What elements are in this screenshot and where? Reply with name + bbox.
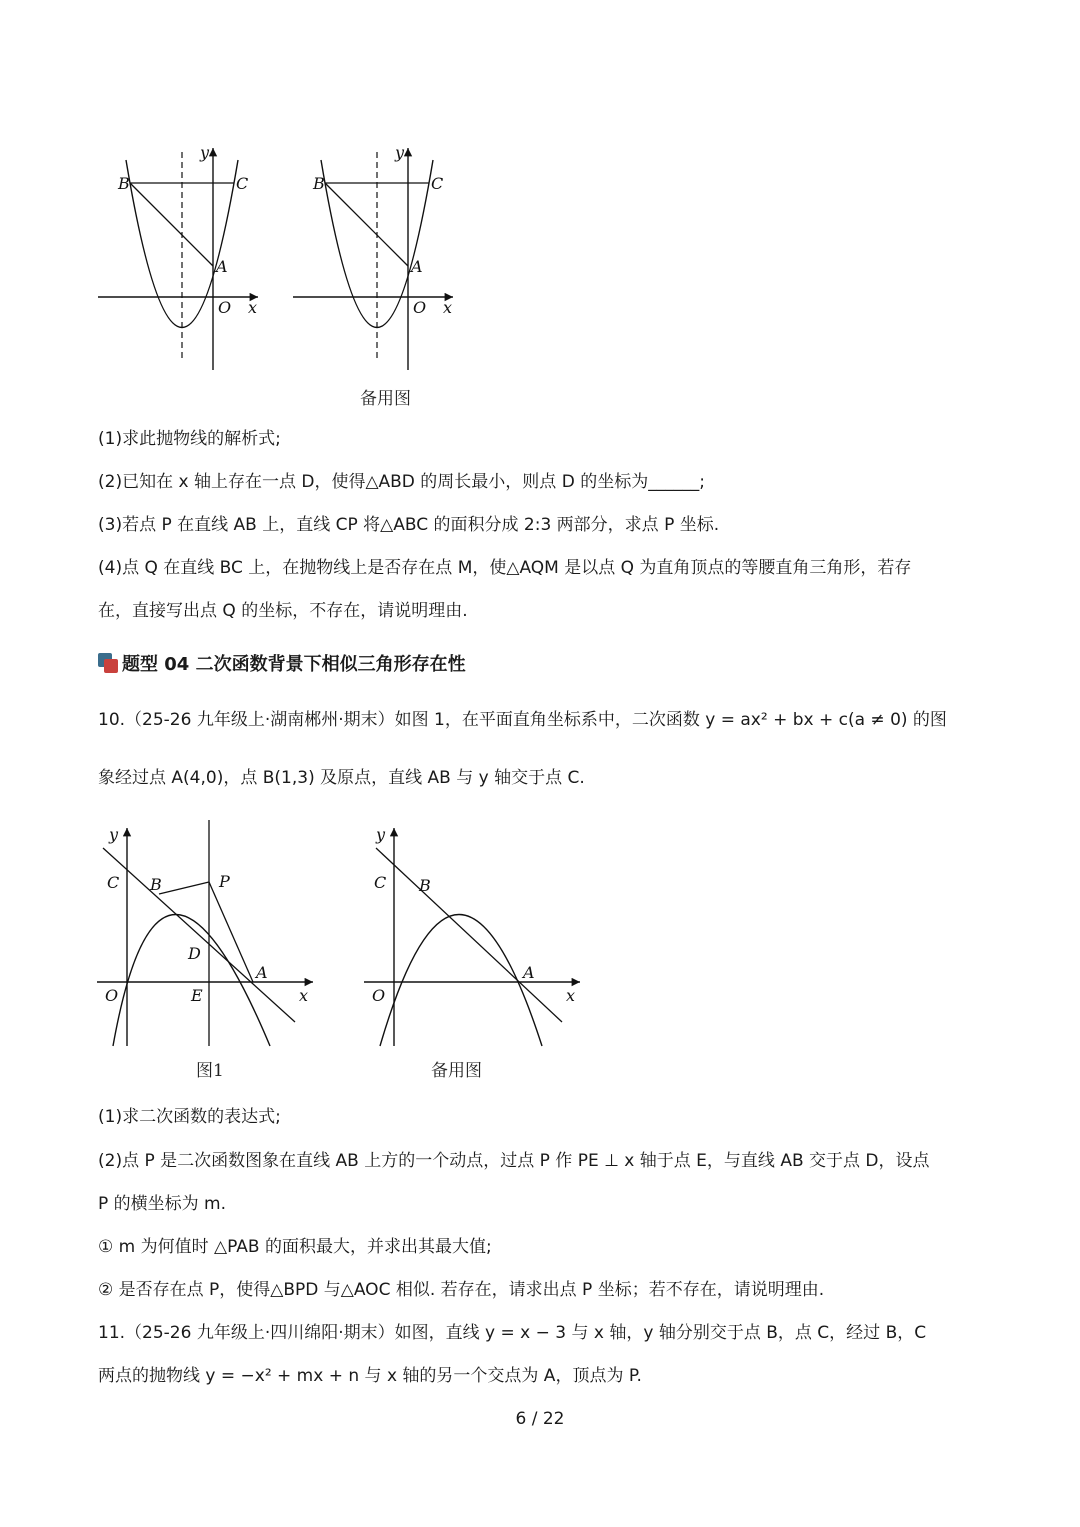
label-x: x <box>299 986 309 1005</box>
q10-sub2: ② 是否存在点 P，使得△BPD 与△AOC 相似. 若存在，请求出点 P 坐标；若不存在，请说明理由. <box>98 1280 825 1300</box>
label-y: y <box>109 825 119 844</box>
label-c: C <box>236 174 249 193</box>
label-a: A <box>256 963 268 982</box>
q10-figure-spare-caption: 备用图 <box>431 1061 482 1081</box>
label-o: O <box>218 298 232 317</box>
label-b: B <box>118 174 130 193</box>
line-ba <box>130 183 213 266</box>
label-c: C <box>107 873 120 892</box>
q9-part4-line1: (4)点 Q 在直线 BC 上，在抛物线上是否存在点 M，使△AQM 是以点 Q 为直角顶点的等腰直角三角形，若存 <box>98 558 912 578</box>
q10-figure-1-caption: 图1 <box>196 1061 224 1081</box>
q10-figure-spare <box>362 818 592 1050</box>
label-e: E <box>191 986 203 1005</box>
q10-part2-line2: P 的横坐标为 m. <box>98 1194 227 1214</box>
label-a: A <box>523 963 535 982</box>
section-heading-text: 题型 04 二次函数背景下相似三角形存在性 <box>122 654 466 675</box>
q10-stem-line2: 象经过点 A(4,0)，点 B(1,3) 及原点，直线 AB 与 y 轴交于点 C. <box>98 768 585 788</box>
label-b: B <box>313 174 325 193</box>
label-c: C <box>374 873 387 892</box>
label-b: B <box>419 876 431 895</box>
section-heading <box>98 650 466 676</box>
label-o: O <box>413 298 427 317</box>
label-x: x <box>443 298 453 317</box>
page-number: 6 / 22 <box>515 1409 565 1429</box>
q9-part1: (1)求此抛物线的解析式; <box>98 429 281 449</box>
q10-part2-line1: (2)点 P 是二次函数图象在直线 AB 上方的一个动点，过点 P 作 PE ⊥ x 轴于点 E，与直线 AB 交于点 D，设点 <box>98 1151 930 1171</box>
section-marker-icon <box>98 653 120 673</box>
q9-part2: (2)已知在 x 轴上存在一点 D，使得△ABD 的周长最小，则点 D 的坐标为______; <box>98 472 705 492</box>
top-figure-main <box>90 140 270 372</box>
segment-bp <box>159 882 209 894</box>
label-p: P <box>219 872 230 891</box>
q10-stem-line1: 10.（25-26 九年级上·湖南郴州·期末）如图 1，在平面直角坐标系中，二次函数 y = ax² + bx + c(a ≠ 0) 的图 <box>98 710 947 730</box>
q10-figure-1 <box>95 818 325 1050</box>
label-a: A <box>411 257 423 276</box>
q10-sub1: ① m 为何值时 △PAB 的面积最大，并求出其最大值; <box>98 1237 492 1257</box>
label-b: B <box>150 875 162 894</box>
label-y: y <box>395 143 405 162</box>
line-ba <box>325 183 408 266</box>
label-y: y <box>200 143 210 162</box>
label-y: y <box>376 825 386 844</box>
label-o: O <box>105 986 119 1005</box>
label-x: x <box>566 986 576 1005</box>
q10-part1: (1)求二次函数的表达式; <box>98 1107 281 1127</box>
label-x: x <box>248 298 258 317</box>
label-d: D <box>188 944 201 963</box>
line-ab <box>376 848 562 1022</box>
label-o: O <box>372 986 386 1005</box>
top-figure-spare <box>285 140 465 372</box>
top-figure-caption: 备用图 <box>360 389 411 409</box>
label-a: A <box>216 257 228 276</box>
q11-stem-line1: 11.（25-26 九年级上·四川绵阳·期末）如图，直线 y = x − 3 与 x 轴，y 轴分别交于点 B，点 C，经过 B，C <box>98 1323 927 1343</box>
parabola <box>113 915 270 1047</box>
label-c: C <box>431 174 444 193</box>
q9-part4-line2: 在，直接写出点 Q 的坐标，不存在，请说明理由. <box>98 601 468 621</box>
q11-stem-line2: 两点的抛物线 y = −x² + mx + n 与 x 轴的另一个交点为 A，顶点为 P. <box>98 1366 642 1386</box>
q9-part3: (3)若点 P 在直线 AB 上，直线 CP 将△ABC 的面积分成 2:3 两部分，求点 P 坐标. <box>98 515 720 535</box>
